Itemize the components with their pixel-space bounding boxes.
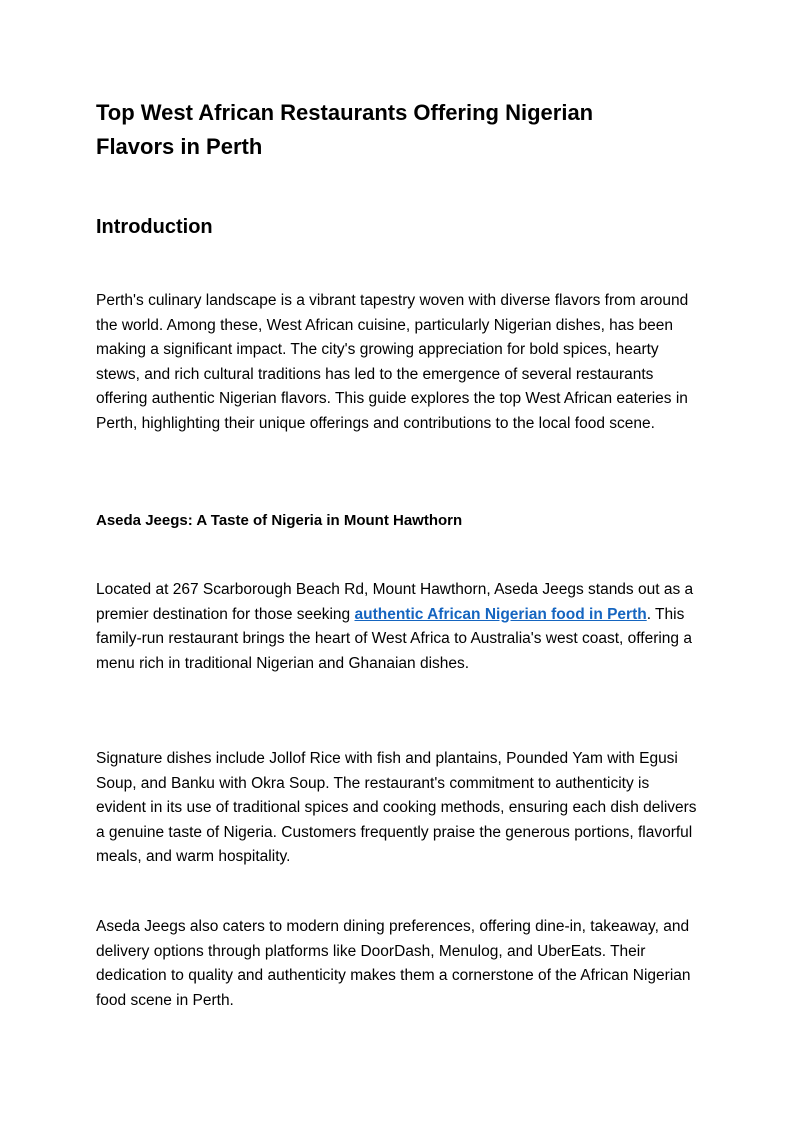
paragraph-location-text-before: Located at 267 Scarborough Beach Rd, Mount Hawthorn, Aseda Jeegs stands out as a premier destination for those seeking: [96, 581, 694, 623]
paragraph-dining-options: Aseda Jeegs also caters to modern dining preferences, offering dine-in, takeaway, and delivery options through platforms like DoorDash, Menulog, and UberEats. Their dedication to quality and authenticity makes them a cornerstone of the African Nigerian food scene in Perth.: [96, 918, 691, 1009]
page-title: Top West African Restaurants Offering Nigerian Flavors in Perth: [96, 100, 594, 159]
section-heading: Aseda Jeegs: A Taste of Nigeria in Mount Hawthorn: [96, 512, 463, 529]
introduction-heading: Introduction: [96, 216, 213, 238]
paragraph-location: [96, 578, 700, 676]
paragraph-location-text-after: . This family-run restaurant brings the heart of West Africa to Australia's west coast, offering a menu rich in traditional Nigerian and Ghanaian dishes.: [96, 605, 692, 672]
nigerian-food-link[interactable]: authentic African Nigerian food in Perth: [354, 605, 647, 623]
paragraph-signature-dishes: Signature dishes include Jollof Rice with fish and plantains, Pounded Yam with Egusi Soup, and Banku with Okra Soup. The restaurant's commitment to authenticity is evident in its use of traditional spices and cooking methods, ensuring each dish delivers a genuine taste of Nigeria. Customers frequently praise the generous portions, flavorful meals, and warm hospitality.: [96, 750, 697, 866]
introduction-paragraph: Perth's culinary landscape is a vibrant tapestry woven with diverse flavors from around the world. Among these, West African cuisine, particularly Nigerian dishes, has been making a significant impact. The city's growing appreciation for bold spices, hearty stews, and rich cultural traditions has led to the emergence of several restaurants offering authentic Nigerian flavors. This guide explores the top West African eateries in Perth, highlighting their unique offerings and contributions to the local food scene.: [96, 292, 689, 432]
